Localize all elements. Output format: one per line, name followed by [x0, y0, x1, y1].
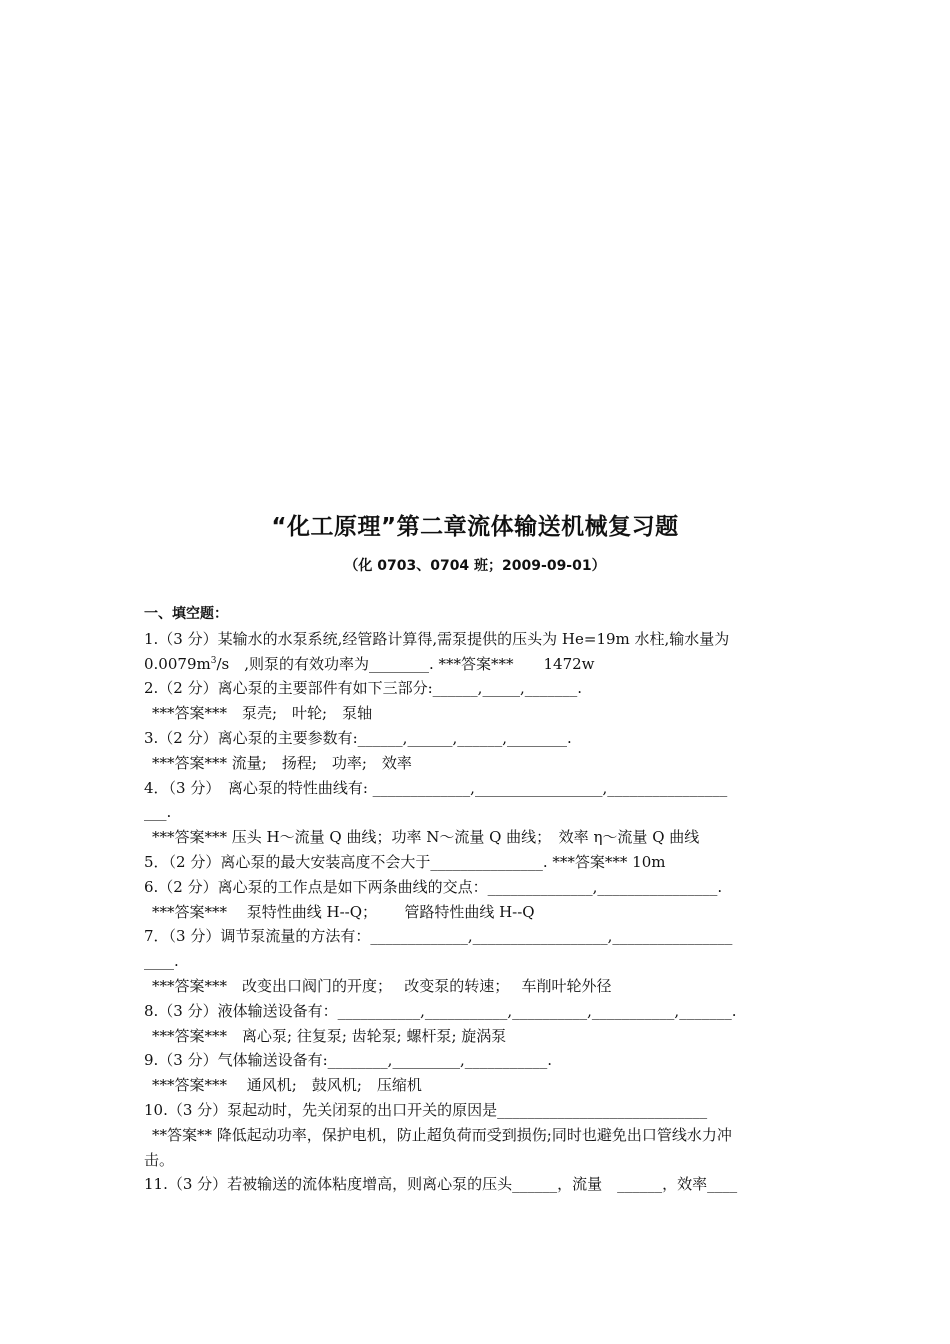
- question-6: 6.（2 分）离心泵的工作点是如下两条曲线的交点：______________,________________.: [144, 877, 723, 896]
- answer-6: ***答案*** 泵特性曲线 H--Q； 管路特性曲线 H--Q: [152, 902, 535, 921]
- question-1-line-2: [144, 652, 812, 677]
- question-1-text-a: 0.0079m: [144, 654, 211, 673]
- page-title: “化工原理”第二章流体输送机械复习题: [271, 514, 679, 540]
- section-heading: 一、填空题：: [144, 606, 228, 622]
- question-7-line-1: 7．（3 分）调节泵流量的方法有：_____________,__________________,________________: [144, 927, 733, 946]
- question-1-text-b: /s ,则泵的有效功率为________. ***答案*** 1472w: [216, 654, 595, 673]
- question-7-line-2: ____.: [144, 952, 179, 971]
- answer-10-line-1: **答案** 降低起动功率，保护电机，防止超负荷而受到损伤;同时也避免出口管线水力冲: [152, 1125, 732, 1144]
- page-subtitle: （化 0703、0704 班；2009-09-01）: [344, 558, 606, 574]
- answer-4: ***答案*** 压头 H～流量 Q 曲线；功率 N～流量 Q 曲线； 效率 η～流量 Q 曲线: [152, 828, 700, 847]
- question-1-line-1: 1.（3 分）某输水的水泵系统,经管路计算得,需泵提供的压头为 He=19m 水柱,输水量为: [144, 629, 730, 648]
- answer-10-line-2: 击。: [144, 1150, 175, 1169]
- question-2: 2.（2 分）离心泵的主要部件有如下三部分:______,_____,_______.: [144, 679, 582, 698]
- question-8: 8.（3 分）液体输送设备有：___________,___________,__________,___________,_______.: [144, 1001, 737, 1020]
- answer-7: ***答案*** 改变出口阀门的开度； 改变泵的转速； 车削叶轮外径: [152, 976, 612, 995]
- question-4-line-2: ___.: [144, 803, 172, 822]
- document-body: [144, 602, 812, 1197]
- question-9: 9.（3 分）气体输送设备有:________,_________,___________.: [144, 1051, 552, 1070]
- answer-2: ***答案*** 泵壳; 叶轮; 泵轴: [152, 704, 373, 723]
- answer-9: ***答案*** 通风机; 鼓风机; 压缩机: [152, 1076, 422, 1095]
- answer-3: ***答案*** 流量; 扬程; 功率; 效率: [152, 753, 412, 772]
- question-5: 5．（2 分）离心泵的最大安装高度不会大于_______________. ***答案*** 10m: [144, 852, 666, 871]
- question-10: 10.（3 分）泵起动时，先关闭泵的出口开关的原因是____________________________: [144, 1100, 708, 1119]
- superscript: 3: [210, 655, 217, 666]
- question-3: 3.（2 分）离心泵的主要参数有:______,______,______,________.: [144, 728, 572, 747]
- answer-8: ***答案*** 离心泵; 往复泵; 齿轮泵; 螺杆泵; 旋涡泵: [152, 1026, 507, 1045]
- question-11: 11.（3 分）若被输送的流体粘度增高，则离心泵的压头______，流量 ______，效率____: [144, 1175, 738, 1194]
- question-4-line-1: 4．（3 分） 离心泵的特性曲线有: _____________,_________________,________________: [144, 778, 728, 797]
